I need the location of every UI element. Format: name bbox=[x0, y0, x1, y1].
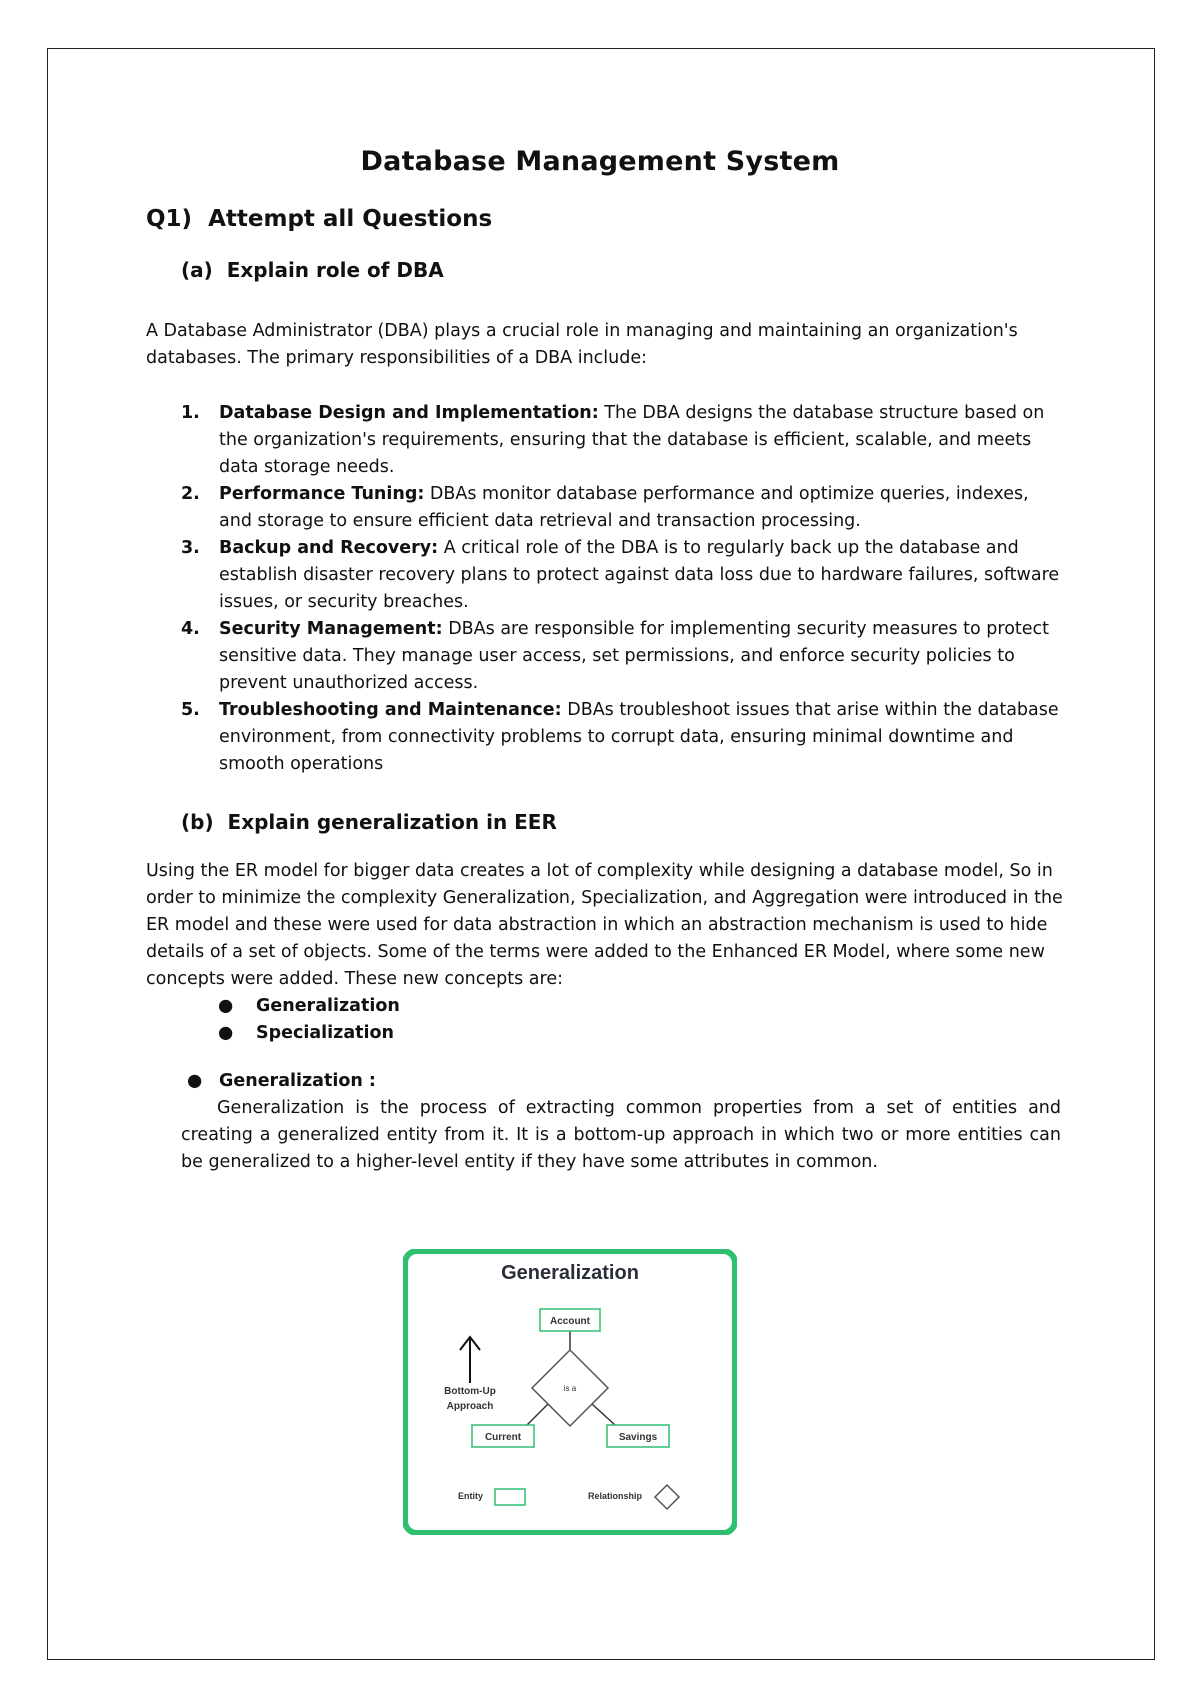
part-a-intro: A Database Administrator (DBA) plays a crucial role in managing and maintaining an organization's databases. The primary responsibilities of a DBA include: bbox=[146, 321, 1018, 368]
legend-relationship-label: Relationship bbox=[588, 1491, 643, 1501]
question-text: Attempt all Questions bbox=[208, 206, 493, 232]
part-a-heading bbox=[181, 258, 444, 282]
list-item: 3. Backup and Recovery: A critical role of the DBA is to regularly back up the database and establish disaster recovery plans to protect against data loss due to hardware failures, software issues, or security breaches. bbox=[181, 538, 1060, 612]
part-b-label: (b) bbox=[181, 810, 214, 834]
approach-label-line2: Approach bbox=[446, 1401, 494, 1412]
list-item: 5. Troubleshooting and Maintenance: DBAs troubleshoot issues that arise within the database environment, from connectivity problems to corrupt data, ensuring minimal downtime and smooth operations bbox=[181, 700, 1059, 774]
document-title: Database Management System bbox=[360, 146, 840, 177]
bullet-icon: ● bbox=[218, 996, 234, 1016]
diagram-svg bbox=[403, 1249, 737, 1535]
question-number: Q1) bbox=[146, 206, 193, 232]
generalization-diagram bbox=[403, 1249, 737, 1535]
part-b-intro: Using the ER model for bigger data creates a lot of complexity while designing a database model, So in order to minimize the complexity Generalization, Specialization, and Aggregation were introduced in the ER model and these were used for data abstraction in which an abstraction mechanism is used to hide details of a set of objects. Some of the terms were added to the Enhanced ER Model, where some new concepts were added. These new concepts are: bbox=[146, 861, 1063, 989]
part-b-title: Explain generalization in EER bbox=[227, 810, 557, 834]
bullet-icon: ● bbox=[187, 1071, 203, 1091]
dba-responsibilities-list bbox=[181, 400, 1061, 778]
entity-current-label: Current bbox=[484, 1432, 522, 1443]
generalization-text: Generalization is the process of extracting common properties from a set of entities and creating a generalized entity from it. It is a bottom-up approach in which two or more entities can be generalized to a higher-level entity if they have some attributes in common. bbox=[181, 1098, 1061, 1172]
generalization-heading: ● Generalization : bbox=[181, 1068, 1061, 1095]
diagram-title: Generalization bbox=[501, 1262, 639, 1284]
legend-entity-icon bbox=[495, 1489, 525, 1505]
relationship-label: is a bbox=[563, 1384, 577, 1393]
legend-entity-label: Entity bbox=[458, 1491, 484, 1501]
list-item: 4. Security Management: DBAs are responsible for implementing security measures to protect sensitive data. They manage user access, set permissions, and enforce security policies to prevent unauthorized access. bbox=[181, 619, 1050, 693]
list-item: 1. Database Design and Implementation: The DBA designs the database structure based on the organization's requirements, ensuring that the database is efficient, scalable, and meets data storage needs. bbox=[181, 403, 1045, 477]
entity-account-label: Account bbox=[550, 1316, 590, 1327]
question-heading bbox=[146, 206, 492, 232]
bullet-icon: ● bbox=[218, 1023, 234, 1043]
generalization-section bbox=[181, 1068, 1061, 1176]
concepts-list bbox=[218, 993, 400, 1047]
list-item: ● Generalization bbox=[218, 993, 400, 1020]
list-item: ● Specialization bbox=[218, 1020, 400, 1047]
part-b-heading bbox=[181, 810, 557, 834]
part-a-title: Explain role of DBA bbox=[226, 258, 444, 282]
list-item: 2. Performance Tuning: DBAs monitor database performance and optimize queries, indexes, and storage to ensure efficient data retrieval and transaction processing. bbox=[181, 484, 1029, 531]
entity-savings-label: Savings bbox=[618, 1432, 658, 1443]
part-a-label: (a) bbox=[181, 258, 213, 282]
approach-label-line1: Bottom-Up bbox=[444, 1386, 496, 1397]
